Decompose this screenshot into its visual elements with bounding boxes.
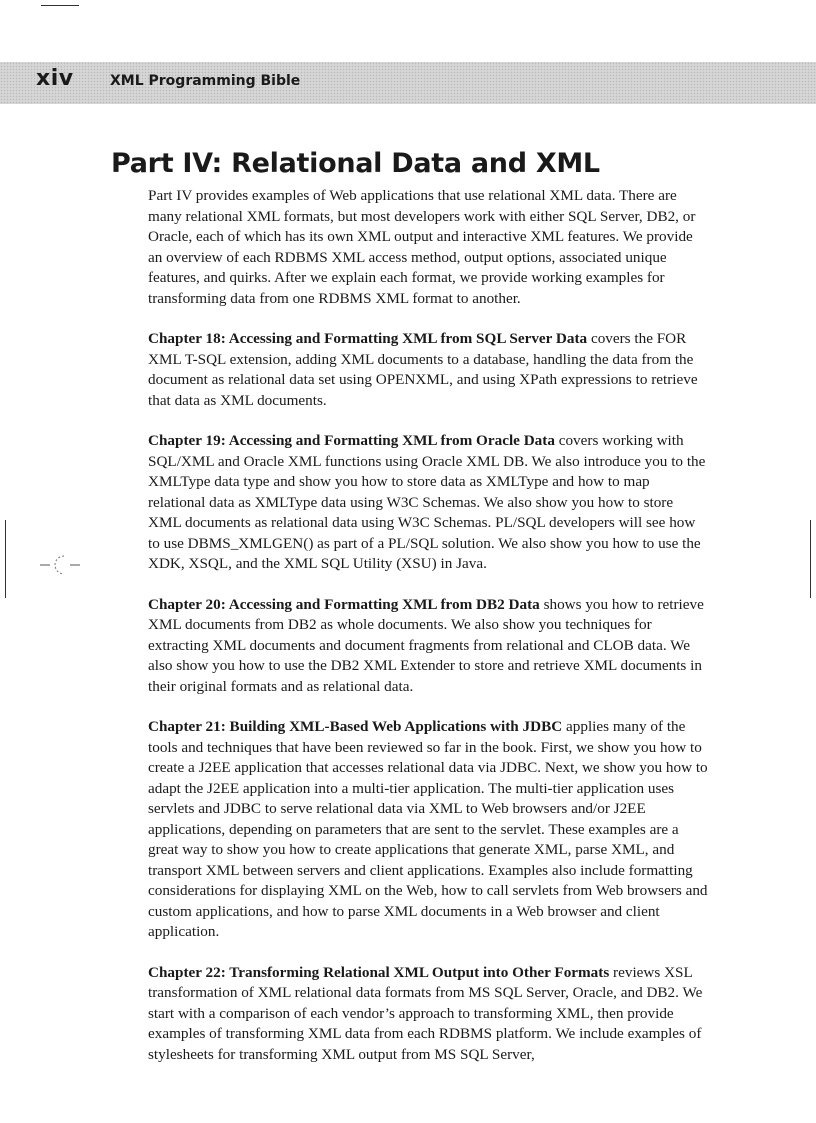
chapter-20-title: Chapter 20: Accessing and Formatting XML from DB2 Data bbox=[148, 595, 540, 613]
chapter-19-paragraph bbox=[148, 431, 708, 575]
chapter-20-paragraph bbox=[148, 595, 708, 698]
book-title: XML Programming Bible bbox=[110, 73, 301, 89]
registration-mark-icon bbox=[40, 550, 80, 580]
intro-text: Part IV provides examples of Web applications that use relational XML data. There are many relational XML formats, but most developers work with either SQL Server, DB2, or Oracle, each of which has its own XML output and interactive XML features. We provide an overview of each RDBMS XML access method, output options, associated unique features, and quirks. After we explain each format, we provide working examples for transforming data from one RDBMS XML format to another. bbox=[148, 187, 696, 307]
margin-line-right bbox=[810, 520, 811, 598]
top-rule bbox=[41, 5, 79, 6]
chapter-22-title: Chapter 22: Transforming Relational XML Output into Other Formats bbox=[148, 963, 610, 981]
chapter-20-text: shows you how to retrieve XML documents from DB2 as whole documents. We also show you techniques for extracting XML documents and document fragments from relational and CLOB data. We also show you how to use the DB2 XML Extender to store and retrieve XML documents in their original formats and as relational data. bbox=[148, 595, 704, 695]
page-number: xiv bbox=[36, 66, 74, 91]
chapter-18-paragraph bbox=[148, 329, 708, 411]
chapter-22-text: reviews XSL transformation of XML relational data formats from MS SQL Server, Oracle, and DB2. We start with a comparison of each vendor’s approach to transforming XML, then provide examples of transforming XML data from each RDBMS platform. We include examples of stylesheets for transforming XML output from MS SQL Server, bbox=[148, 963, 703, 1063]
chapter-18-text: covers the FOR XML T-SQL extension, adding XML documents to a database, handling the data from the document as relational data set using OPENXML, and using XPath expressions to retrieve that data as XML documents. bbox=[148, 330, 698, 409]
chapter-19-text: covers working with SQL/XML and Oracle XML functions using Oracle XML DB. We also introduce you to the XMLType data type and show you how to store data as XMLType and how to map relational data as XMLType data using W3C Schemas. We also show you how to store XML documents as relational data using W3C Schemas. PL/SQL developers will see how to use DBMS_XMLGEN() as part of a PL/SQL solution. We also show you how to use the XDK, XSQL, and the XML SQL Utility (XSU) in Java. bbox=[148, 432, 706, 572]
chapter-22-paragraph bbox=[148, 963, 708, 1066]
chapter-21-text: applies many of the tools and techniques that have been reviewed so far in the book. First, we show you how to create a J2EE application that accesses relational data via JDBC. Next, we show you how to adapt the J2EE application into a multi-tier application. The multi-tier application uses servlets and JDBC to serve relational data via XML to Web browsers and/or J2EE applications, depending on parameters that are sent to the servlet. These examples are a great way to show you how to create applications that generate XML, parse XML, and transport XML between servers and client applications. Examples also include formatting considerations for displaying XML on the Web, how to call servlets from Web browsers and custom applications, and how to parse XML documents in a Web browser and client application. bbox=[148, 718, 708, 940]
body-text bbox=[148, 186, 708, 1085]
intro-paragraph bbox=[148, 186, 708, 309]
chapter-21-title: Chapter 21: Building XML-Based Web Applications with JDBC bbox=[148, 718, 563, 735]
part-title: Part IV: Relational Data and XML bbox=[111, 148, 600, 179]
chapter-19-title: Chapter 19: Accessing and Formatting XML from Oracle Data bbox=[148, 432, 555, 449]
chapter-21-paragraph bbox=[148, 717, 708, 943]
margin-line-left bbox=[5, 520, 6, 598]
chapter-18-title: Chapter 18: Accessing and Formatting XML from SQL Server Data bbox=[148, 330, 588, 347]
